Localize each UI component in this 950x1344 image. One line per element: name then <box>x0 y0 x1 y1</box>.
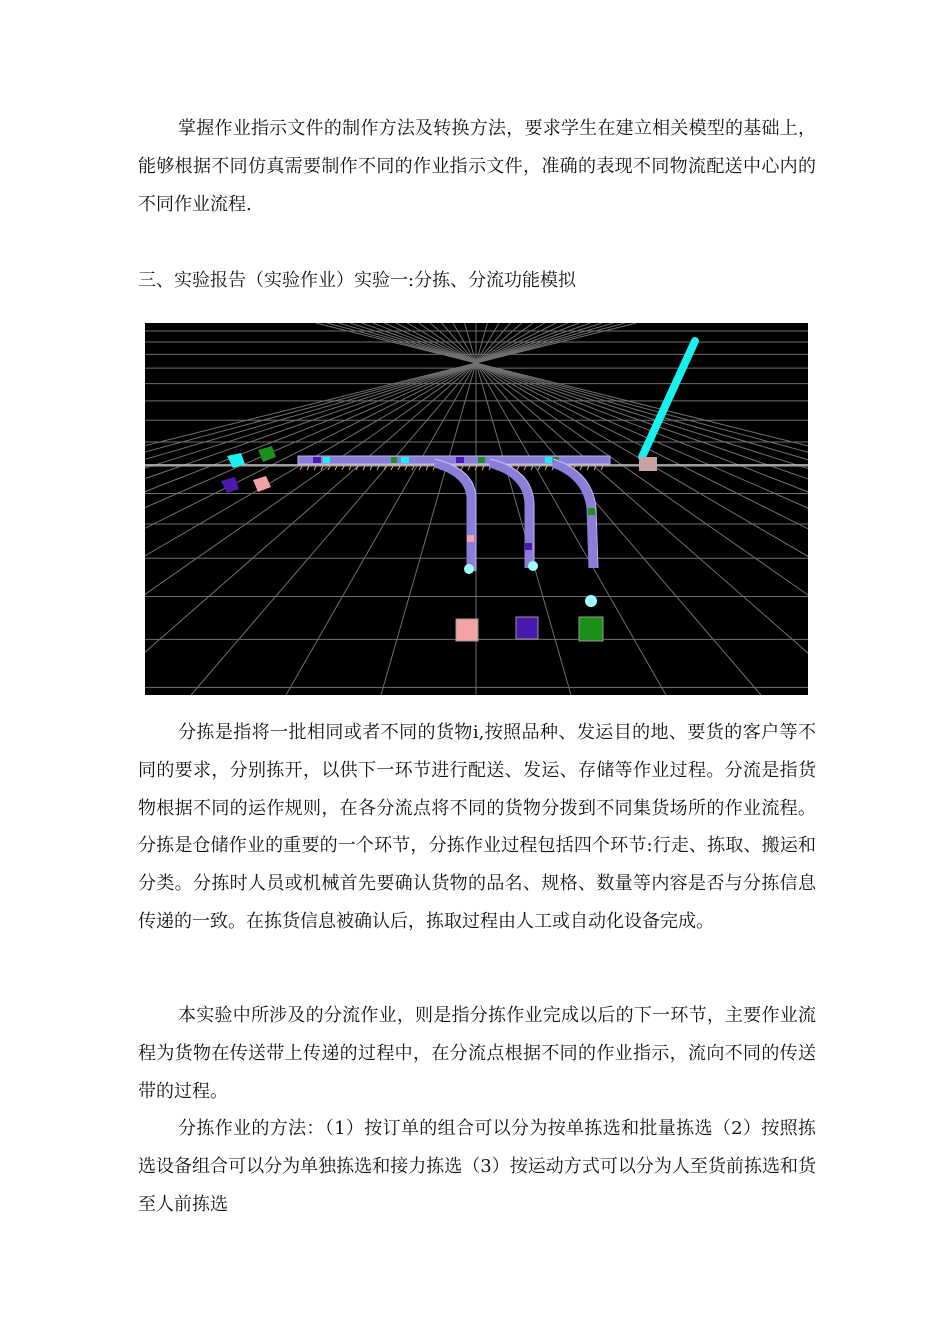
tower-base <box>639 457 657 471</box>
item-green <box>588 508 595 515</box>
item-pink <box>467 535 474 542</box>
branch-end-2 <box>528 561 538 571</box>
bin-pink <box>456 619 478 641</box>
bin-purple <box>516 617 538 639</box>
paragraph-intro: 掌握作业指示文件的制作方法及转换方法，要求学生在建立相关模型的基础上，能够根据不同仿真需要制作不同的作业指示文件，准确的表现不同物流配送中心内的不同作业流程. <box>138 118 816 215</box>
simulation-screenshot <box>145 323 808 695</box>
section-heading: 三、实验报告（实验作业）实验一:分拣、分流功能模拟 <box>138 270 577 291</box>
paragraph-diversion: 本实验中所涉及的分流作业，则是指分拣作业完成以后的下一环节，主要作业流程为货物在传送带上传递的过程中，在分流点根据不同的作业指示，流向不同的传送带的过程。 <box>138 1005 816 1102</box>
branch-end-3 <box>585 595 597 607</box>
paragraph-methods: 分拣作业的方法：（1）按订单的组合可以分为按单拣选和批量拣选（2）按照拣选设备组合可以分为单独拣选和接力拣选（3）按运动方式可以分为人至货前拣选和货至人前拣选 <box>138 1118 816 1215</box>
paragraph-sorting: 分拣是指将一批相同或者不同的货物i,按照品种、发运目的地、要货的客户等不同的要求，分别拣开，以供下一环节进行配送、发运、存储等作业过程。分流是指货物根据不同的运作规则，在各分流点将不同的货物分拨到不同集货场所的作业流程。分拣是仓储作业的重要的一个环节，分拣作业过程包括四个环节:行走、拣取、搬运和分类。分拣时人员或机械首先要确认货物的品名、规格、数量等内容是否与分拣信息传递的一致。在拣货信息被确认后，拣取过程由人工或自动化设备完成。 <box>138 722 816 932</box>
item-purple <box>525 543 532 550</box>
simulation-scene <box>145 323 808 695</box>
bin-green <box>579 617 603 641</box>
branch-end-1 <box>464 564 474 574</box>
